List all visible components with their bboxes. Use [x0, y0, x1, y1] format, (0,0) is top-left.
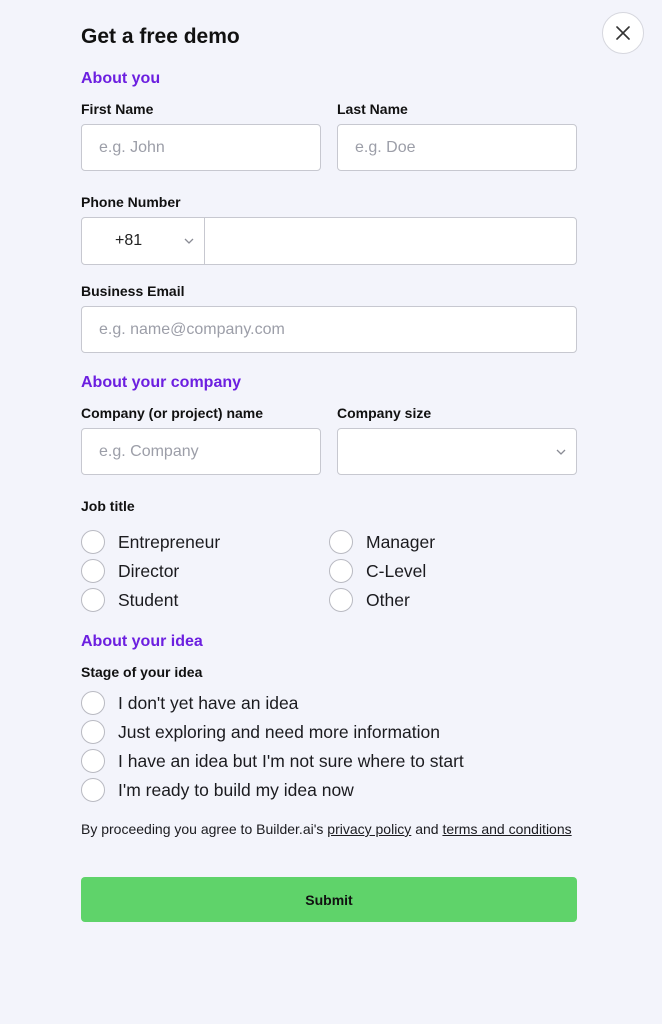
section-about-idea: About your idea [81, 633, 203, 650]
job-option-c-level[interactable] [329, 559, 426, 583]
job-title-label: Job title [81, 498, 135, 514]
radio-label: Other [366, 589, 410, 610]
radio-button[interactable] [81, 559, 105, 583]
radio-label: C-Level [366, 560, 427, 581]
business-email-input[interactable] [81, 306, 577, 353]
radio-button[interactable] [329, 559, 353, 583]
stage-option-exploring[interactable] [81, 720, 440, 744]
radio-button[interactable] [329, 530, 353, 554]
phone-field [81, 217, 577, 265]
phone-number-input[interactable] [206, 218, 576, 264]
job-option-manager[interactable] [329, 530, 435, 554]
radio-label: I don't yet have an idea [118, 692, 299, 713]
submit-button[interactable]: Submit [81, 877, 577, 922]
stage-option-no-idea[interactable] [81, 691, 298, 715]
company-size-select[interactable] [337, 428, 577, 475]
phone-label: Phone Number [81, 194, 181, 210]
radio-button[interactable] [329, 588, 353, 612]
radio-button[interactable] [81, 588, 105, 612]
terms-link[interactable]: terms and conditions [442, 821, 572, 837]
radio-button[interactable] [81, 778, 105, 802]
company-size-label: Company size [337, 405, 432, 421]
radio-button[interactable] [81, 530, 105, 554]
idea-stage-label: Stage of your idea [81, 664, 203, 680]
email-label: Business Email [81, 283, 185, 299]
chevron-down-icon [184, 238, 194, 244]
last-name-label: Last Name [337, 101, 408, 117]
close-icon [616, 26, 630, 40]
section-about-company: About your company [81, 374, 242, 391]
radio-label: Just exploring and need more information [118, 721, 440, 742]
consent-prefix: By proceeding you agree to Builder.ai's [81, 821, 328, 837]
privacy-policy-link[interactable]: privacy policy [327, 821, 412, 837]
radio-label: I'm ready to build my idea now [118, 779, 354, 800]
consent-middle: and [411, 821, 443, 837]
radio-label: Manager [366, 531, 436, 552]
job-option-student[interactable] [81, 588, 178, 612]
radio-button[interactable] [81, 691, 105, 715]
radio-label: I have an idea but I'm not sure where to start [118, 750, 464, 771]
radio-label: Director [118, 560, 180, 581]
consent-text [81, 819, 581, 840]
company-name-input[interactable] [81, 428, 321, 475]
stage-option-not-sure[interactable] [81, 749, 464, 773]
form-title: Get a free demo [81, 25, 240, 48]
radio-label: Student [118, 589, 179, 610]
country-code-value: +81 [115, 232, 143, 249]
company-name-label: Company (or project) name [81, 405, 264, 421]
radio-button[interactable] [81, 720, 105, 744]
first-name-label: First Name [81, 101, 154, 117]
stage-option-ready[interactable] [81, 778, 354, 802]
radio-label: Entrepreneur [118, 531, 221, 552]
job-option-other[interactable] [329, 588, 410, 612]
job-option-entrepreneur[interactable] [81, 530, 220, 554]
country-code-select[interactable] [82, 218, 205, 264]
last-name-input[interactable] [337, 124, 577, 171]
close-button[interactable] [602, 12, 644, 54]
job-option-director[interactable] [81, 559, 179, 583]
first-name-input[interactable] [81, 124, 321, 171]
section-about-you: About you [81, 70, 161, 87]
chevron-down-icon [556, 449, 566, 455]
radio-button[interactable] [81, 749, 105, 773]
